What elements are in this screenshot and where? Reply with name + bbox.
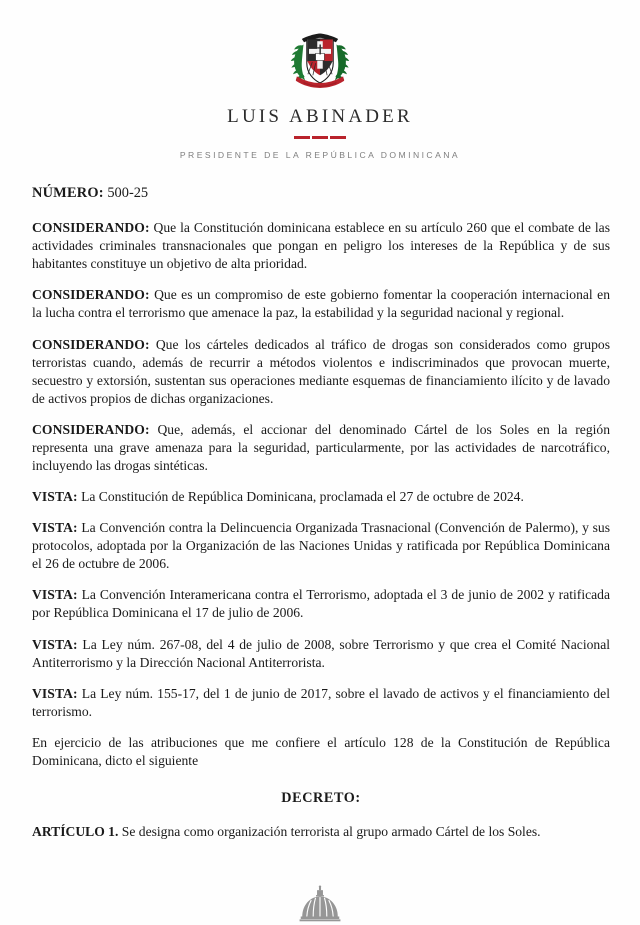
clause-vista-1 [32, 488, 610, 506]
clause-text: La Ley núm. 155-17, del 1 de junio de 2017, sobre el lavado de activos y el financiamiento del terrorismo. [32, 685, 610, 719]
clause-vista-2 [32, 519, 610, 573]
clause-keyword: CONSIDERANDO: [32, 220, 150, 236]
decreto-heading: DECRETO: [281, 790, 361, 807]
clause-text: Que es un compromiso de este gobierno fomentar la cooperación internacional en la lucha contra el terrorismo que amenace la paz, la estabilidad y la seguridad nacional y regional. [32, 287, 610, 321]
clause-keyword: CONSIDERANDO: [32, 421, 150, 437]
clause-considerando-2 [32, 286, 610, 322]
clause-keyword: VISTA: [32, 636, 78, 652]
clause-considerando-3 [32, 336, 610, 408]
clause-vista-5 [32, 685, 610, 721]
clause-keyword: VISTA: [32, 520, 78, 536]
clause-text: La Convención Interamericana contra el Terrorismo, adoptada el 3 de junio de 2002 y ratificada por República Dominicana el 17 de julio de 2006. [32, 587, 610, 621]
decree-number-line [32, 184, 610, 203]
clause-considerando-4 [32, 421, 610, 475]
clause-enacting-formula [32, 734, 610, 770]
clause-text: Que, además, el accionar del denominado Cártel de los Soles en la región representa una grave amenaza para la seguridad, particularmente, por las actividades de narcotráfico, incluyendo las drogas sintéticas. [32, 421, 610, 474]
decorative-rule [294, 136, 346, 139]
clause-text: En ejercicio de las atribuciones que me confiere el artículo 128 de la Constitución de República Dominicana, dicto el siguiente [32, 734, 610, 768]
clause-text: Que la Constitución dominicana establece en su artículo 260 que el combate de las actividades criminales transnacionales que pongan en peligro los intereses de la República y de sus habitantes constituye un objetivo de alta prioridad. [32, 220, 610, 272]
decree-number-value: 500-25 [107, 185, 149, 201]
articulo-keyword: ARTÍCULO 1. [32, 823, 119, 839]
president-name: LUIS ABINADER [227, 106, 413, 127]
clause-keyword: VISTA: [32, 587, 78, 603]
clause-keyword: CONSIDERANDO: [32, 287, 150, 303]
clause-keyword: VISTA: [32, 685, 78, 701]
clause-text: La Convención contra la Delincuencia Organizada Trasnacional (Convención de Palermo), y sus protocolos, adoptada por la Organización de las Naciones Unidas y ratificada por República Dominicana el 26 de octubre de 2006. [32, 520, 610, 572]
president-title: PRESIDENTE DE LA REPÚBLICA DOMINICANA [179, 150, 461, 160]
dominican-republic-coat-of-arms-icon [287, 30, 353, 92]
clause-text: La Ley núm. 267-08, del 4 de julio de 2008, sobre Terrorismo y que crea el Comité Nacional Antiterrorismo y la Dirección Nacional Antiterrorista. [32, 636, 610, 670]
articulo-1 [32, 823, 610, 841]
letterhead [0, 0, 640, 160]
clause-keyword: VISTA: [32, 489, 78, 505]
footer-watermark [0, 881, 640, 925]
national-palace-dome-icon [297, 885, 343, 925]
clause-vista-4 [32, 636, 610, 672]
articulo-text: Se designa como organización terrorista al grupo armado Cártel de los Soles. [118, 823, 541, 839]
clause-vista-3 [32, 586, 610, 622]
clause-text: Que los cárteles dedicados al tráfico de drogas son considerados como grupos terroristas cuando, además de recurrir a métodos violentos e indiscriminados que provocan muerte, secuestro y extorsión, sustentan sus operaciones mediante esquemas de financiamiento ilícito y de lavado de activos propios de dichas organizaciones. [32, 336, 610, 406]
clause-list [32, 219, 610, 770]
clause-considerando-1 [32, 219, 610, 273]
clause-keyword: CONSIDERANDO: [32, 336, 150, 352]
document-body [32, 160, 610, 841]
decree-number-label: NÚMERO: [32, 185, 104, 201]
clause-text: La Constitución de República Dominicana, proclamada el 27 de octubre de 2024. [77, 489, 524, 505]
